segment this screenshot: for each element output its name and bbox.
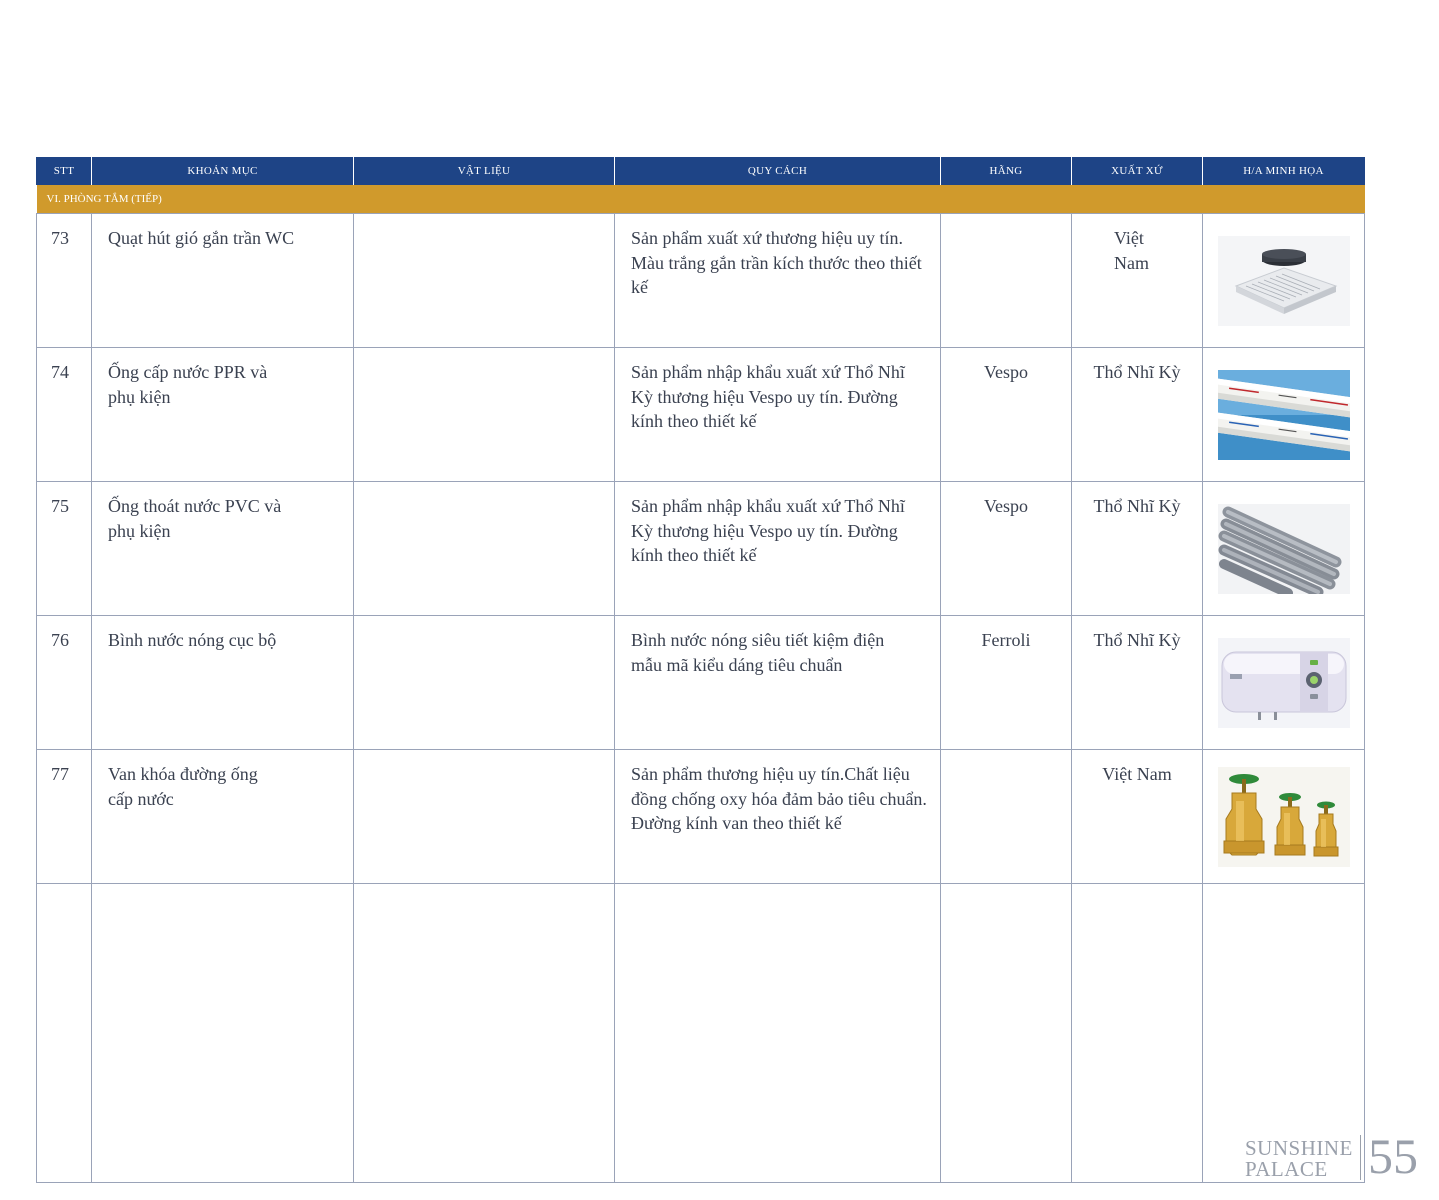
row-stt: 74 [37,348,92,482]
row-origin: Thổ Nhĩ Kỳ [1072,616,1203,750]
page-number: 55 [1368,1128,1418,1184]
table-row [37,214,1365,348]
page-number-divider [1360,1135,1361,1180]
row-spec [615,616,941,750]
row-illustration [1203,482,1365,616]
section-title: VI. PHÒNG TẮM (TIẾP) [37,185,1365,214]
row-material [354,750,615,884]
header-item: KHOẢN MỤC [92,157,354,185]
row-spec: Sản phẩm nhập khẩu xuất xứ Thổ Nhĩ Kỳ thương hiệu Vespo uy tín. Đường kính theo thiết kế [615,482,941,616]
empty-cell [941,884,1072,1183]
pvc-pipes-icon [1218,504,1350,594]
brand-line-1: SUNSHINE [1245,1136,1353,1160]
row-illustration [1203,616,1365,750]
row-item: Quạt hút gió gắn trần WC [92,214,354,348]
row-item: Bình nước nóng cục bộ [92,616,354,750]
empty-cell [92,884,354,1183]
header-spec: QUY CÁCH [615,157,941,185]
row-brand [941,214,1072,348]
row-item-text: Ống cấp nước PPR và phụ kiện [108,362,268,407]
empty-cell [615,884,941,1183]
row-spec: Sản phẩm xuất xứ thương hiệu uy tín. Màu trắng gắn trần kích thước theo thiết kế [615,214,941,348]
empty-row [37,884,1365,1183]
header-brand: HÃNG [941,157,1072,185]
row-brand: Ferroli [941,616,1072,750]
row-spec-text: Bình nước nóng siêu tiết kiệm điện mẫu mã kiểu dáng tiêu chuẩn [631,630,885,675]
row-material [354,348,615,482]
row-stt: 73 [37,214,92,348]
row-origin-text: Việt Nam [1114,228,1149,273]
row-item [92,750,354,884]
row-stt: 75 [37,482,92,616]
row-illustration [1203,214,1365,348]
row-item-text: Ống thoát nước PVC và phụ kiện [108,496,282,541]
table-row [37,616,1365,750]
row-brand [941,750,1072,884]
table-header-row [37,157,1365,185]
header-origin: XUẤT XỨ [1072,157,1203,185]
brand-logo [1245,1138,1357,1180]
row-spec: Sản phẩm nhập khẩu xuất xứ Thổ Nhĩ Kỳ thương hiệu Vespo uy tín. Đường kính theo thiết kế [615,348,941,482]
row-material [354,214,615,348]
header-material: VẬT LIỆU [354,157,615,185]
section-row [37,185,1365,214]
ceiling-exhaust-fan-icon [1218,236,1350,326]
brand-line-2: PALACE [1245,1157,1328,1181]
row-origin [1072,214,1203,348]
empty-cell [37,884,92,1183]
row-item [92,348,354,482]
table-row [37,750,1365,884]
header-stt: STT [37,157,92,185]
row-material [354,482,615,616]
row-brand: Vespo [941,348,1072,482]
row-spec: Sản phẩm thương hiệu uy tín.Chất liệu đồng chống oxy hóa đảm bảo tiêu chuẩn. Đường kính van theo thiết kế [615,750,941,884]
row-illustration [1203,750,1365,884]
table-row [37,482,1365,616]
table-row [37,348,1365,482]
brass-gate-valves-icon [1218,767,1350,867]
water-heater-icon [1218,638,1350,728]
row-brand: Vespo [941,482,1072,616]
row-material [354,616,615,750]
row-item-text: Van khóa đường ống cấp nước [108,764,258,809]
row-origin: Thổ Nhĩ Kỳ [1072,348,1203,482]
empty-cell [1072,884,1203,1183]
row-stt: 77 [37,750,92,884]
row-origin: Việt Nam [1072,750,1203,884]
row-stt: 76 [37,616,92,750]
row-item [92,482,354,616]
ppr-pipes-icon [1218,370,1350,460]
empty-cell [354,884,615,1183]
row-illustration [1203,348,1365,482]
spec-table [36,157,1365,1183]
row-origin: Thổ Nhĩ Kỳ [1072,482,1203,616]
header-illustration: H/A MINH HỌA [1203,157,1365,185]
